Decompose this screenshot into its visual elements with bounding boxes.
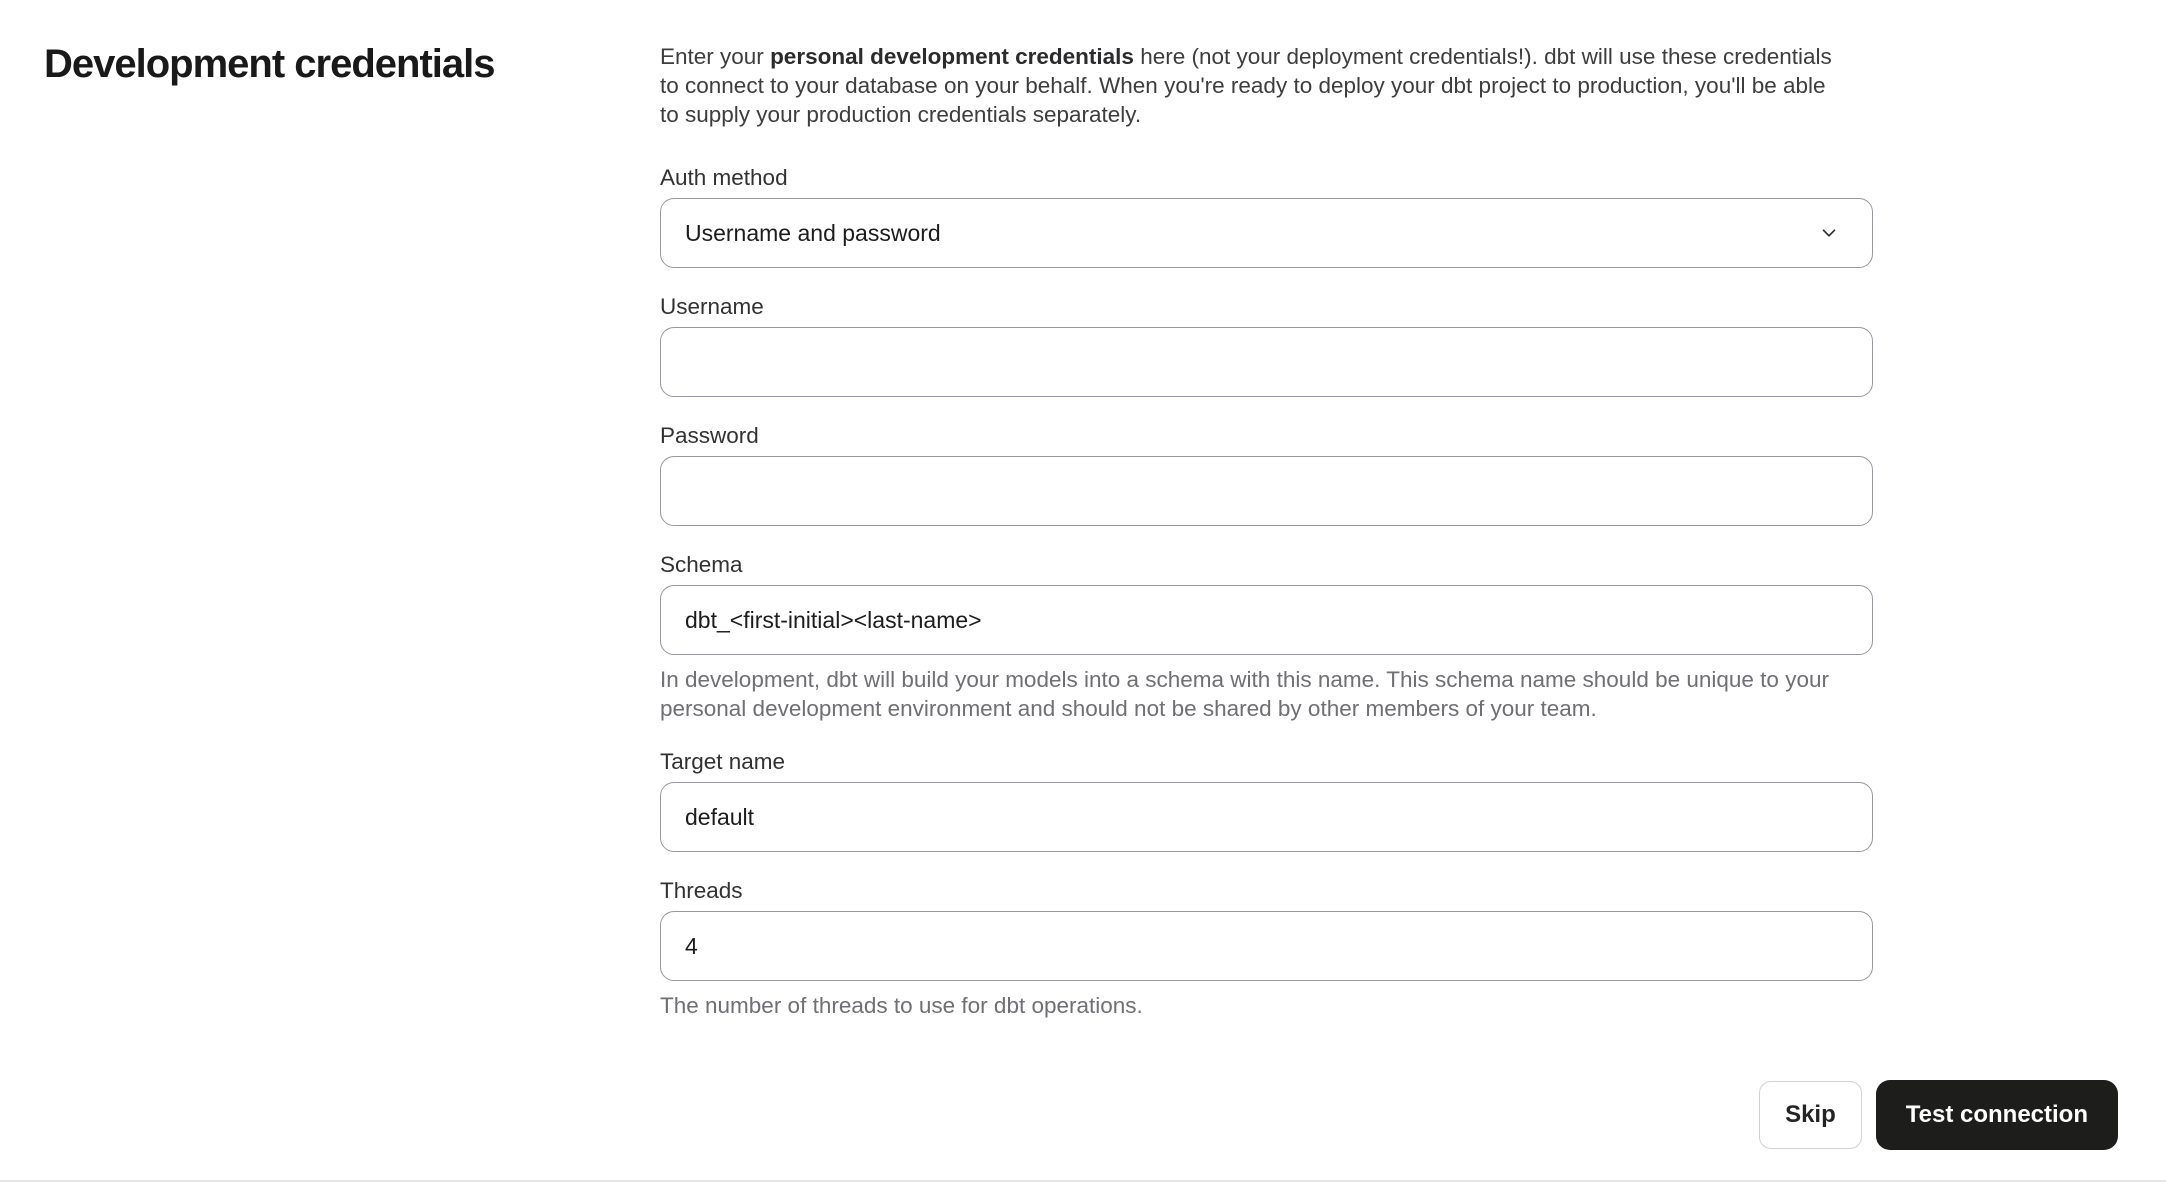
skip-button[interactable]: Skip — [1759, 1081, 1862, 1149]
username-label: Username — [660, 294, 764, 319]
schema-label: Schema — [660, 552, 743, 577]
threads-field-group — [660, 878, 1873, 1020]
auth-method-select[interactable] — [660, 198, 1873, 268]
auth-method-field — [660, 165, 1873, 268]
title-column — [44, 42, 660, 86]
intro-text-bold: personal development credentials — [770, 44, 1134, 69]
username-field-group — [660, 294, 1873, 397]
credentials-form — [660, 42, 1873, 1046]
intro-text-after: here (not your deployment credentials!). dbt will use these credentials to connect to your database on your behalf. When you're ready to deploy your dbt project to production, you'll be able to supply your production credentials separately. — [660, 44, 1832, 127]
username-input[interactable] — [660, 327, 1873, 397]
target-name-input[interactable] — [660, 782, 1873, 852]
page-title: Development credentials — [44, 42, 495, 86]
footer-divider — [0, 1180, 2166, 1182]
test-connection-button[interactable]: Test connection — [1876, 1080, 2118, 1150]
chevron-down-icon — [1818, 222, 1840, 244]
target-name-label: Target name — [660, 749, 786, 774]
password-field-group — [660, 423, 1873, 526]
schema-input[interactable] — [660, 585, 1873, 655]
threads-help-text: The number of threads to use for dbt operations. — [660, 993, 1143, 1018]
password-input[interactable] — [660, 456, 1873, 526]
intro-text-before: Enter your — [660, 44, 771, 69]
intro-text — [660, 42, 1835, 129]
form-actions — [1759, 1080, 2118, 1150]
threads-input[interactable] — [660, 911, 1873, 981]
auth-method-label: Auth method — [660, 165, 788, 190]
schema-help-text: In development, dbt will build your models into a schema with this name. This schema name should be unique to your personal development environment and should not be shared by other members of your team. — [660, 667, 1829, 721]
schema-field-group — [660, 552, 1873, 723]
target-name-field-group — [660, 749, 1873, 852]
auth-method-selected-value: Username and password — [685, 219, 941, 246]
threads-label: Threads — [660, 878, 743, 903]
password-label: Password — [660, 423, 759, 448]
